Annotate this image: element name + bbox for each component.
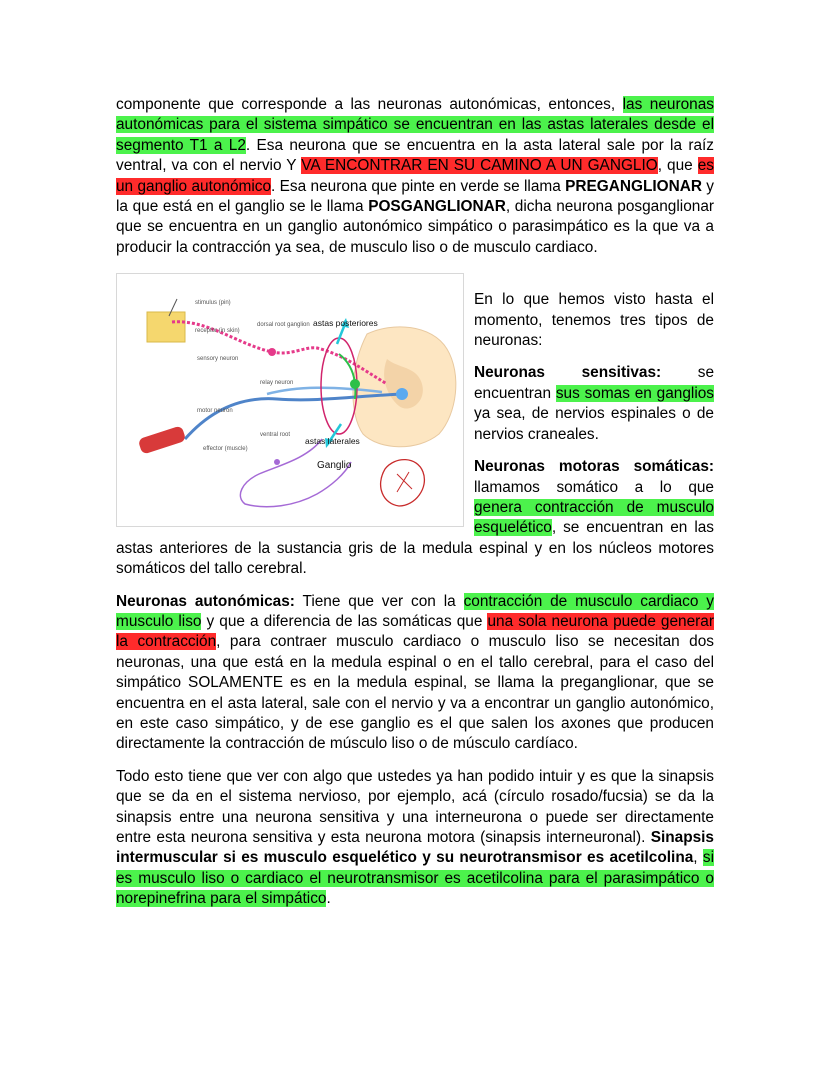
astas-laterales-label: astas laterales <box>305 436 360 447</box>
ganglion-path <box>240 439 351 507</box>
muscle-effector <box>138 426 187 455</box>
bold-term: Sinapsis intermuscular si es musculo esquelético y su neurotransmisor es acetilcolina <box>116 829 714 867</box>
document-page <box>116 95 714 922</box>
highlight-green: si es musculo liso o cardiaco el neurotransmisor es acetilcolina para el parasimpático o norepinefrina para el simpático <box>116 849 714 908</box>
motor-neuron-soma <box>396 388 408 400</box>
text: , <box>693 849 703 867</box>
text: y la que está en el ganglio se le llama <box>116 177 714 216</box>
bold-term: PREGANGLIONAR <box>565 177 702 195</box>
dorsal-root-ganglion-dot <box>268 348 276 356</box>
text: , para contraer musculo cardiaco o musculo liso se necesitan dos neuronas, una que está en la medula espinal o en el tallo cerebral, para el caso del simpático SOLAMENTE es en la medula espinal, se llama la preganglionar, que se encuentra en el asta lateral, sale con el nervio y va a encontrar un ganglio autonómico, en este caso simpático, y de ese ganglio es el que salen los axones que producen directamente la contracción de músculo liso o de músculo cardíaco. <box>116 633 714 753</box>
preganglionar-soma <box>350 379 360 389</box>
ganglio-label: Ganglio <box>317 460 352 472</box>
bold-term: Neuronas autonómicas: <box>116 592 295 610</box>
text: . Esa neurona que pinte en verde se llama <box>271 177 566 195</box>
receptor-label: receptor (in skin) <box>195 328 240 335</box>
text: , dicha neurona posganglionar que se encuentra en un ganglio autonómico simpático o parasimpático es la que va a producir la contracción ya sea, de musculo liso o de musculo cardiaco. <box>116 198 715 256</box>
effector-label: effector (muscle) <box>203 446 248 453</box>
highlight-red: VA ENCONTRAR EN SU CAMINO A UN GANGLIO <box>301 157 658 175</box>
text: , que <box>657 157 698 175</box>
stimulus-label: stimulus (pin) <box>195 300 231 307</box>
highlight-green: contracción de musculo cardiaco y musculo liso <box>116 592 714 630</box>
bold-term: POSGANGLIONAR <box>368 198 506 216</box>
highlight-green: genera contracción de musculo esquelético <box>474 498 714 537</box>
bold-term: Neuronas sensitivas: <box>474 364 662 382</box>
text: , se encuentran en las astas anteriores de la sustancia gris de la medula espinal y en los núcleos motores somáticos del tallo cerebral. <box>116 519 714 578</box>
sensory-neuron-label: sensory neuron <box>197 356 239 363</box>
paragraph-5 <box>116 592 714 755</box>
organ-lines <box>397 472 412 492</box>
dorsal-root-label: dorsal root ganglion <box>257 322 310 329</box>
highlight-red: una sola neurona puede generar la contracción <box>116 612 714 651</box>
reflex-arc-diagram <box>117 274 463 526</box>
text: ya sea, de nervios espinales o de nervios craneales. <box>474 405 714 443</box>
text: Tiene que ver con la <box>294 592 464 610</box>
astas-posteriores-label: astas posteriores <box>313 318 378 329</box>
paragraph-6 <box>116 767 714 910</box>
text: En lo que hemos visto hasta el momento, tenemos tres tipos de neuronas: <box>474 291 714 350</box>
text: . <box>326 890 331 908</box>
bold-term: Neuronas motoras somáticas: <box>474 458 714 476</box>
reflex-arc-figure <box>116 273 464 527</box>
text: componente que corresponde a las neuronas autonómicas, entonces, <box>116 96 623 113</box>
highlight-red: es un ganglio autonómico <box>116 157 715 195</box>
highlight-green: las neuronas autonómicas para el sistema simpático se encuentran en las astas laterales desde el segmento T1 a L2 <box>116 96 714 154</box>
text: y que a diferencia de las somáticas que <box>201 612 488 630</box>
text: se encuentran <box>474 364 715 402</box>
relay-neuron-label: relay neuron <box>260 380 294 387</box>
text: Todo esto tiene que ver con algo que ustedes ya han podido intuir y es que la sinapsis que se da en el sistema nervioso, por ejemplo, acá (círculo rosado/fucsia) se da la sinapsis entre una neurona sensitiva y una interneurona o puede ser directamente entre esta neurona sensitiva y esta neurona motora (sinapsis interneuronal). <box>116 767 714 846</box>
skin-block <box>147 312 185 342</box>
text: . Esa neurona que se encuentra en la asta lateral sale por la raíz ventral, va con el nervio Y <box>116 136 714 175</box>
motor-neuron-label: motor neuron <box>197 408 233 415</box>
paragraph-1 <box>116 95 714 258</box>
ventral-root-label: ventral root <box>260 432 291 439</box>
highlight-green: sus somas en ganglios <box>555 384 714 402</box>
text: llamamos somático a lo que <box>474 478 714 496</box>
ganglion-dot <box>274 459 280 465</box>
